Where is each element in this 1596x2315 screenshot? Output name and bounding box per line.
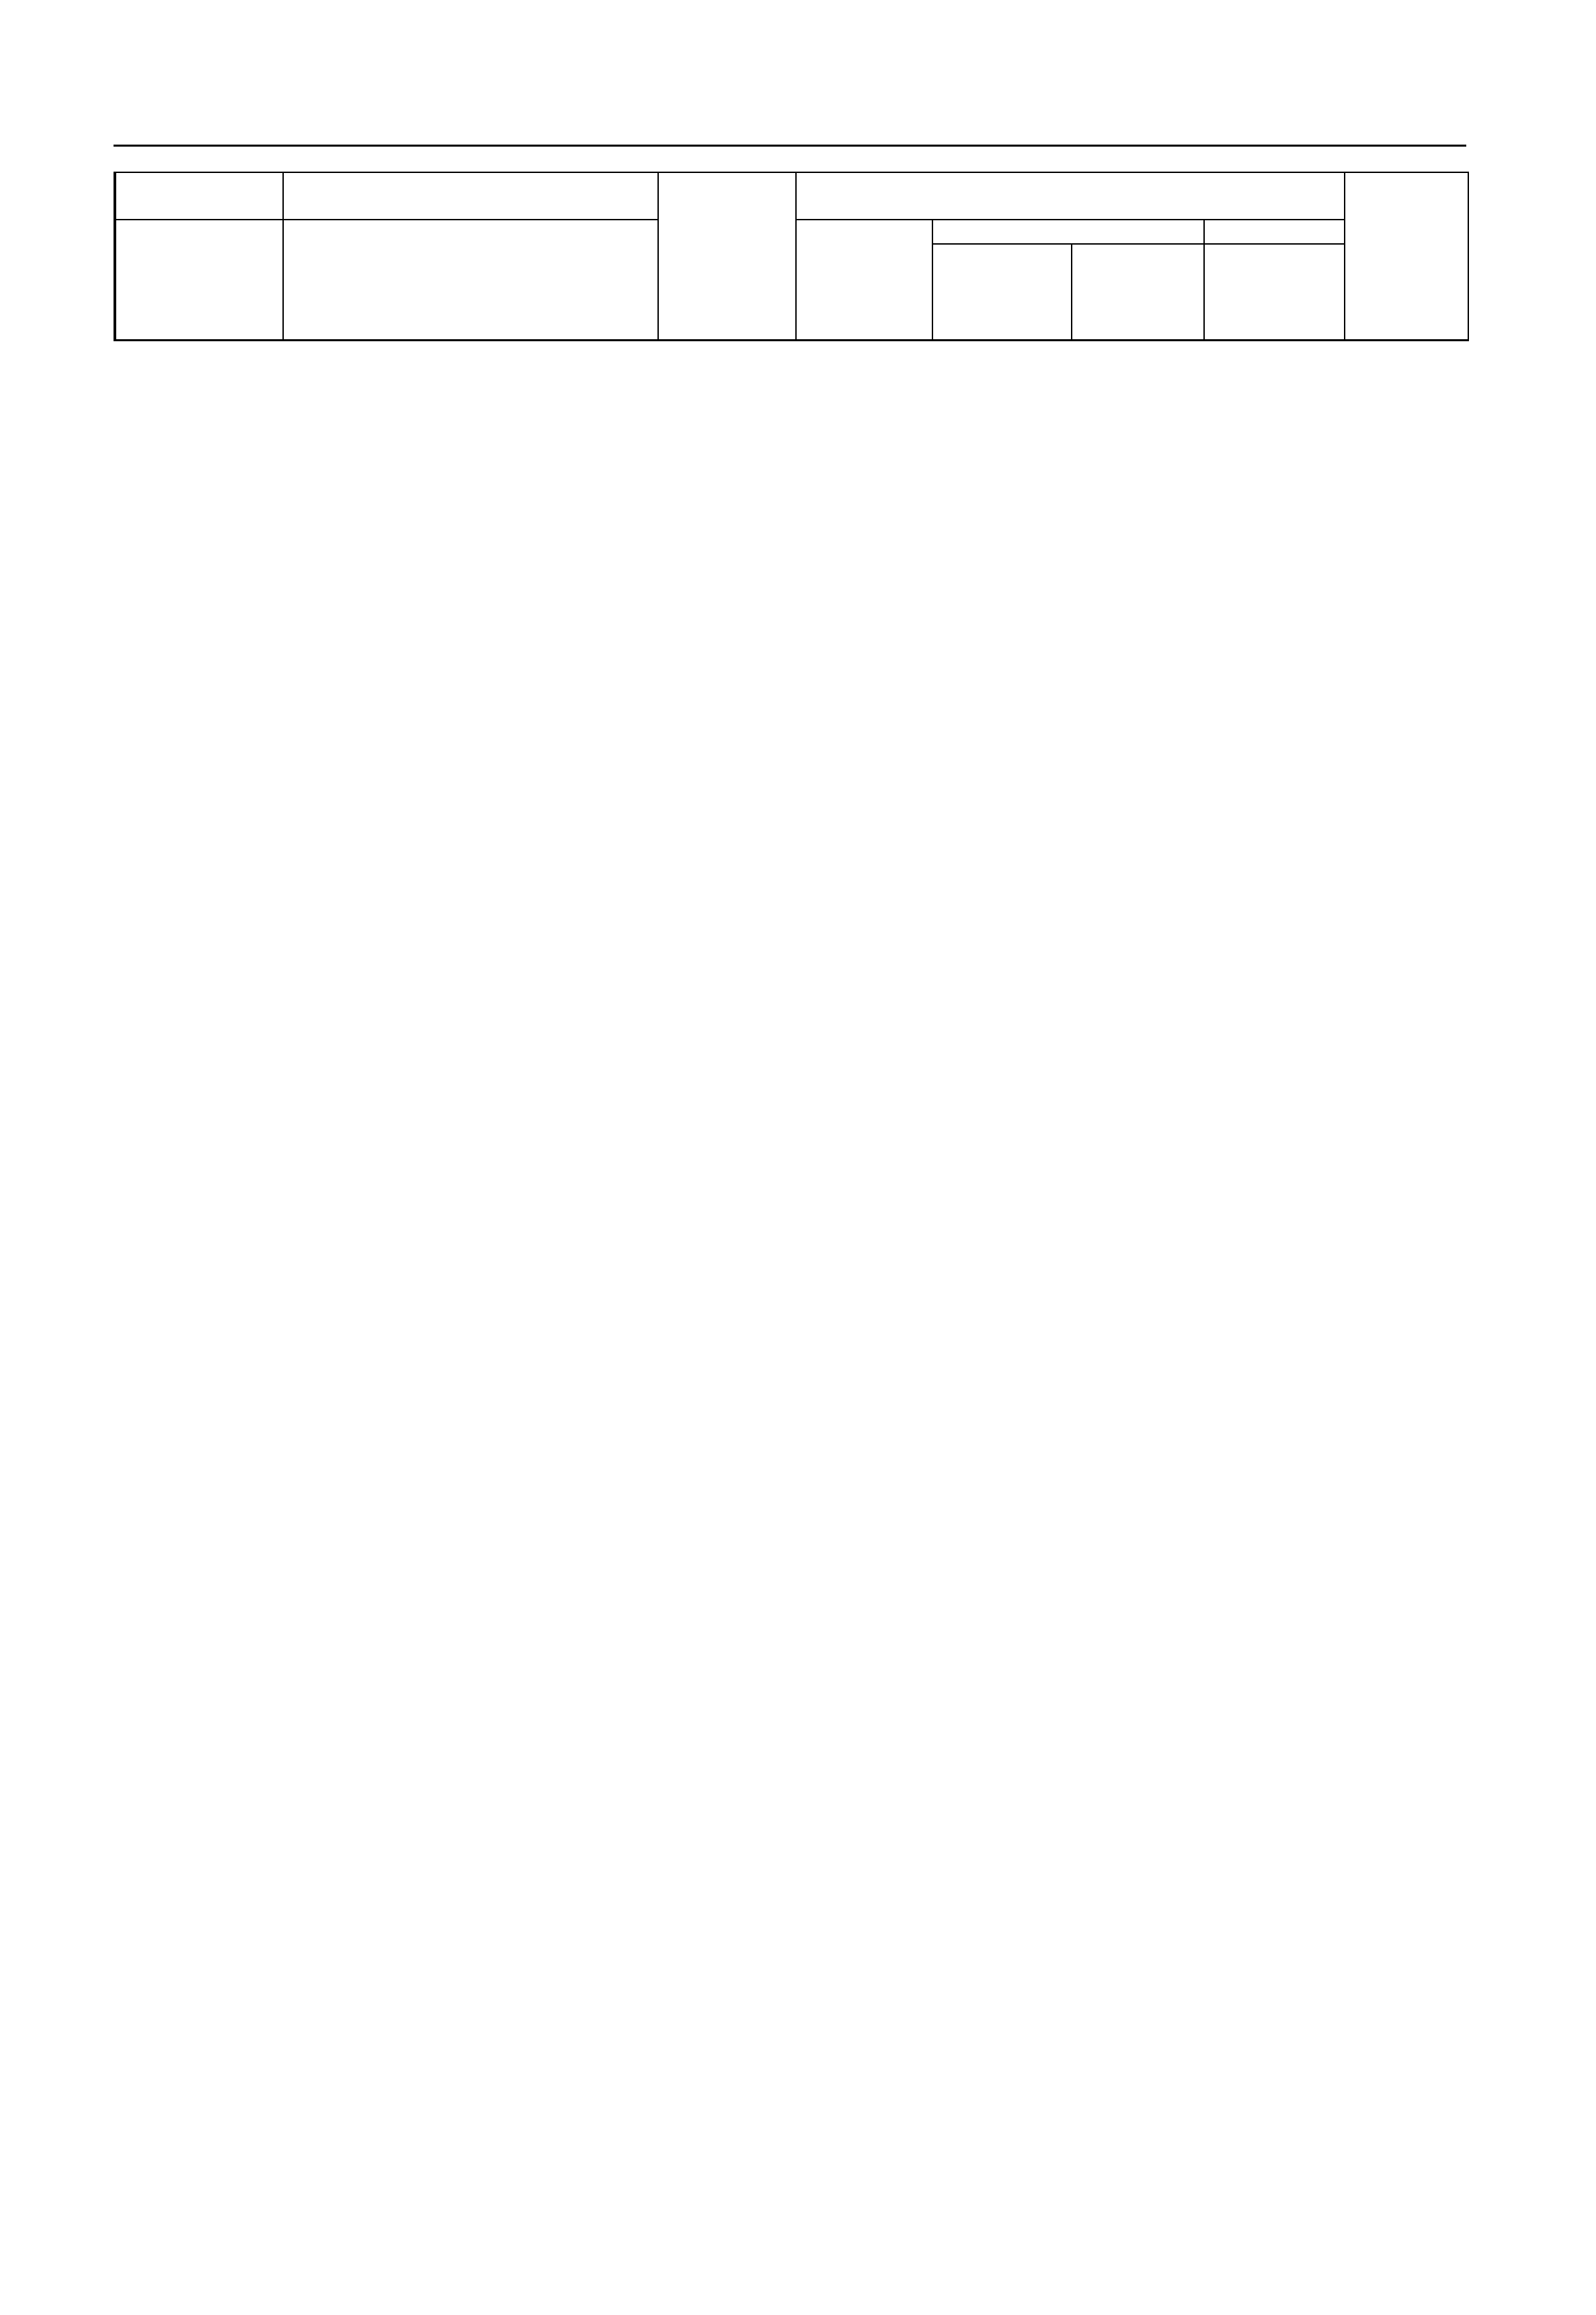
header-including: [796, 172, 1345, 220]
header-machines-labor: [1072, 244, 1204, 340]
header-materials: [1204, 220, 1345, 244]
header-name-bottom: [283, 220, 658, 340]
header-code-top: [116, 172, 283, 220]
header-worker-hours: [1345, 172, 1468, 340]
header-machines: [932, 220, 1204, 244]
header-machines-total: [932, 244, 1072, 340]
header-materials-unaccounted: [1204, 244, 1345, 340]
header-labor-pay: [796, 220, 932, 340]
header-code-bottom: [116, 220, 283, 340]
price-table-document: [114, 172, 1469, 341]
header-rule: [114, 145, 1466, 147]
header-direct-costs: [658, 172, 796, 340]
header-name-top: [283, 172, 658, 220]
column-header-table: [115, 172, 1469, 340]
